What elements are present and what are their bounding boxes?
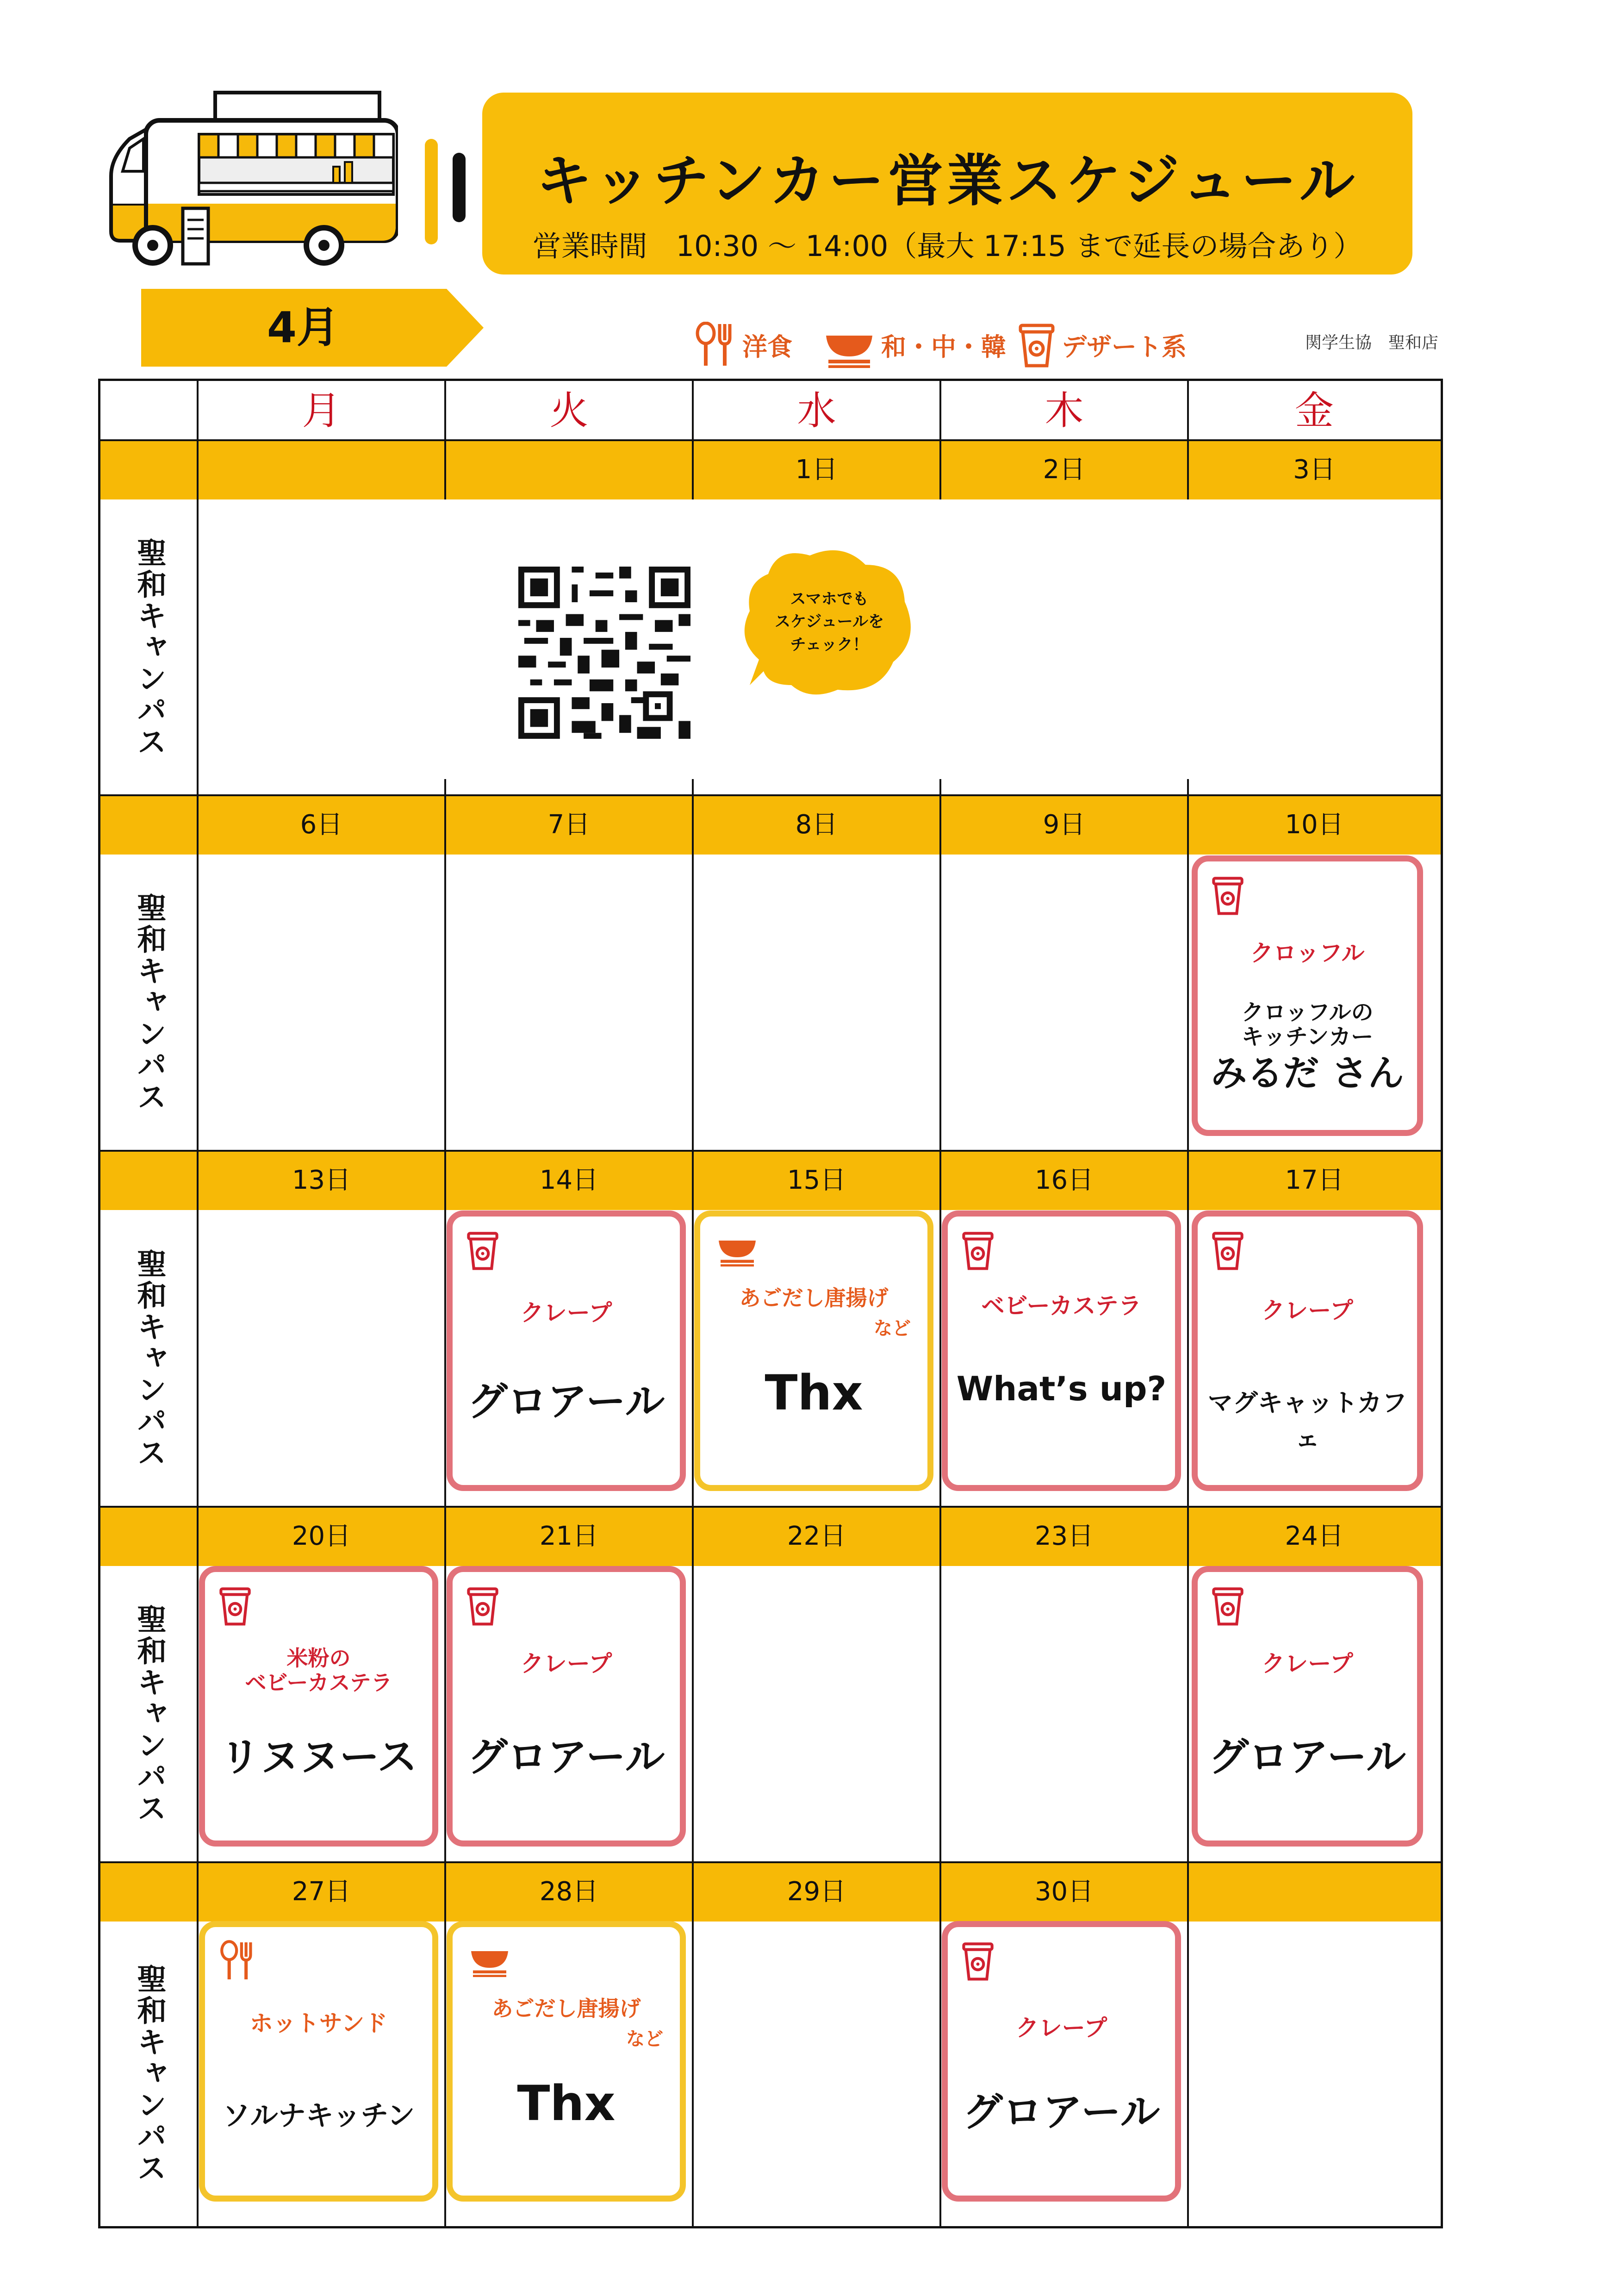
weekday-thu: 木: [1045, 388, 1084, 433]
campus-label: [100, 499, 198, 795]
date-cell: 24日: [1285, 1521, 1344, 1551]
vendor-name-line: みるだ さん: [1211, 1052, 1404, 1094]
legend-dessert: [1018, 319, 1187, 370]
vendor-name: グロアール: [467, 1734, 665, 1780]
vendor-name: グロアール: [963, 2089, 1160, 2135]
cup-icon: [962, 1229, 994, 1271]
date-cell: [445, 440, 693, 499]
vendor-category: クレープ: [1262, 1297, 1353, 1324]
campus-label-text: 聖和キャンパス: [132, 537, 167, 758]
grid-line: [100, 1506, 1441, 1508]
grid-line: [939, 381, 941, 499]
decorative-bar: [425, 139, 438, 244]
qr-code: [514, 567, 695, 739]
vendor-card[interactable]: [447, 1566, 686, 1847]
vendor-name: Thx: [517, 2075, 616, 2132]
date-cell: [198, 440, 445, 499]
fork-spoon-icon: [694, 322, 736, 368]
grid-line: [197, 381, 199, 2226]
cup-icon: [219, 1585, 251, 1627]
campus-label: [100, 855, 198, 1151]
title-banner: [482, 93, 1412, 275]
legend-western: [694, 319, 792, 370]
date-cell: 17日: [1285, 1165, 1344, 1195]
vendor-card[interactable]: [942, 1921, 1181, 2202]
vendor-name-line: キッチンカー: [1241, 1023, 1374, 1050]
grid-line: [1187, 381, 1189, 499]
date-cell: 9日: [1043, 810, 1086, 840]
vendor-card[interactable]: [199, 1921, 438, 2202]
vendor-category: あごだし唐揚げ: [739, 1285, 889, 1310]
bowl-icon: [466, 1940, 513, 1977]
month-label: 4月: [267, 303, 339, 352]
grid-line: [100, 1861, 1441, 1863]
date-cell: 27日: [292, 1877, 351, 1907]
vendor-category: クレープ: [520, 1650, 612, 1677]
vendor-card[interactable]: [199, 1566, 438, 1847]
cup-icon: [466, 1585, 499, 1627]
organization-label: 関学生協 聖和店: [1305, 333, 1439, 352]
weekday-mon: 月: [302, 388, 341, 433]
campus-label: [100, 1210, 198, 1507]
grid-line: [692, 381, 694, 499]
vendor-card[interactable]: [1192, 1210, 1423, 1491]
date-cell: 30日: [1034, 1877, 1094, 1907]
campus-label-text: 聖和キャンパス: [132, 1248, 167, 1469]
date-cell: 6日: [300, 810, 343, 840]
vendor-category: クレープ: [1262, 1650, 1353, 1677]
vendor-category-line: 米粉の: [286, 1646, 351, 1671]
date-cell: 20日: [292, 1521, 351, 1551]
date-cell: 1日: [795, 455, 838, 485]
business-hours: 営業時間 10:30 〜 14:00（最大 17:15 まで延長の場合あり）: [532, 229, 1362, 263]
bowl-icon: [714, 1229, 760, 1267]
vendor-category: ホットサンド: [249, 2010, 388, 2037]
vendor-category: [205, 1646, 432, 1695]
date-cell: 21日: [539, 1521, 599, 1551]
vendor-category: クレープ: [1015, 2015, 1107, 2041]
weekday-wed: 水: [797, 388, 836, 433]
campus-label-text: 聖和キャンパス: [132, 1604, 167, 1824]
cup-icon: [1212, 874, 1244, 916]
date-cell: 22日: [787, 1521, 846, 1551]
grid-line: [444, 381, 446, 499]
campus-label: [100, 1566, 198, 1862]
cup-icon: [1018, 322, 1055, 368]
legend-label: 洋食: [742, 332, 792, 362]
vendor-name: [1198, 1000, 1417, 1093]
date-cell: 15日: [787, 1165, 846, 1195]
date-cell: 3日: [1293, 455, 1336, 485]
campus-label-text: 聖和キャンパス: [132, 1964, 167, 2184]
weekday-fri: 金: [1294, 388, 1334, 433]
weekday-tue: 火: [549, 388, 589, 433]
vendor-card[interactable]: [1192, 855, 1423, 1136]
date-cell: 8日: [795, 810, 838, 840]
date-cell: 16日: [1034, 1165, 1094, 1195]
date-cell: 7日: [547, 810, 591, 840]
vendor-name-line: クロッフルの: [1241, 999, 1374, 1025]
campus-label: [100, 1922, 198, 2226]
date-cell: [1188, 1862, 1441, 1922]
vendor-category-line: ベビーカステラ: [245, 1670, 392, 1695]
vendor-category-note: など: [626, 2028, 663, 2050]
vendor-name: What’s up?: [956, 1369, 1167, 1408]
vendor-name: リヌヌース: [220, 1734, 417, 1780]
page-title: キッチンカー営業スケジュール: [536, 149, 1359, 213]
vendor-category: クレープ: [520, 1299, 612, 1326]
date-cell: 23日: [1034, 1521, 1094, 1551]
legend-asian: [824, 319, 1006, 370]
fork-spoon-icon: [219, 1940, 256, 1982]
date-cell: 28日: [539, 1877, 599, 1907]
grid-line: [100, 794, 1441, 796]
grid-line: [692, 779, 694, 2226]
vendor-name: グロアール: [1209, 1734, 1406, 1780]
vendor-name: Thx: [765, 1365, 863, 1421]
grid-line: [100, 439, 1441, 441]
vendor-card[interactable]: [447, 1921, 686, 2202]
date-cell: 2日: [1043, 455, 1086, 485]
vendor-card[interactable]: [694, 1210, 933, 1491]
vendor-category: クロッフル: [1250, 940, 1365, 967]
date-cell: 13日: [292, 1165, 351, 1195]
kitchen-car-illustration: [102, 88, 398, 282]
qr-callout-text: スマホでも スケジュールを チェック！: [775, 590, 884, 654]
bowl-icon: [824, 322, 875, 368]
grid-line: [444, 779, 446, 2226]
date-cell: 14日: [539, 1165, 599, 1195]
vendor-name: マグキャットカフェ: [1207, 1388, 1407, 1453]
vendor-card[interactable]: [1192, 1566, 1423, 1847]
date-cell: 10日: [1285, 810, 1344, 840]
decorative-bar: [453, 153, 466, 222]
vendor-category: あごだし唐揚げ: [491, 1996, 641, 2021]
legend-label: デザート系: [1062, 332, 1187, 362]
grid-line: [939, 779, 941, 2226]
cup-icon: [1212, 1585, 1244, 1627]
vendor-card[interactable]: [447, 1210, 686, 1491]
vendor-name: ソルナキッチン: [222, 2100, 415, 2132]
vendor-category-note: など: [874, 1318, 911, 1339]
cup-icon: [1212, 1229, 1244, 1271]
campus-label-text: 聖和キャンパス: [132, 892, 167, 1113]
grid-line: [100, 1150, 1441, 1152]
date-cell: 29日: [787, 1877, 846, 1907]
legend-label: 和・中・韓: [881, 332, 1006, 362]
vendor-name: グロアール: [467, 1379, 665, 1425]
vendor-category: ベビーカステラ: [981, 1292, 1142, 1319]
vendor-card[interactable]: [942, 1210, 1181, 1491]
cup-icon: [466, 1229, 499, 1271]
cup-icon: [962, 1940, 994, 1982]
grid-line: [1187, 779, 1189, 2226]
